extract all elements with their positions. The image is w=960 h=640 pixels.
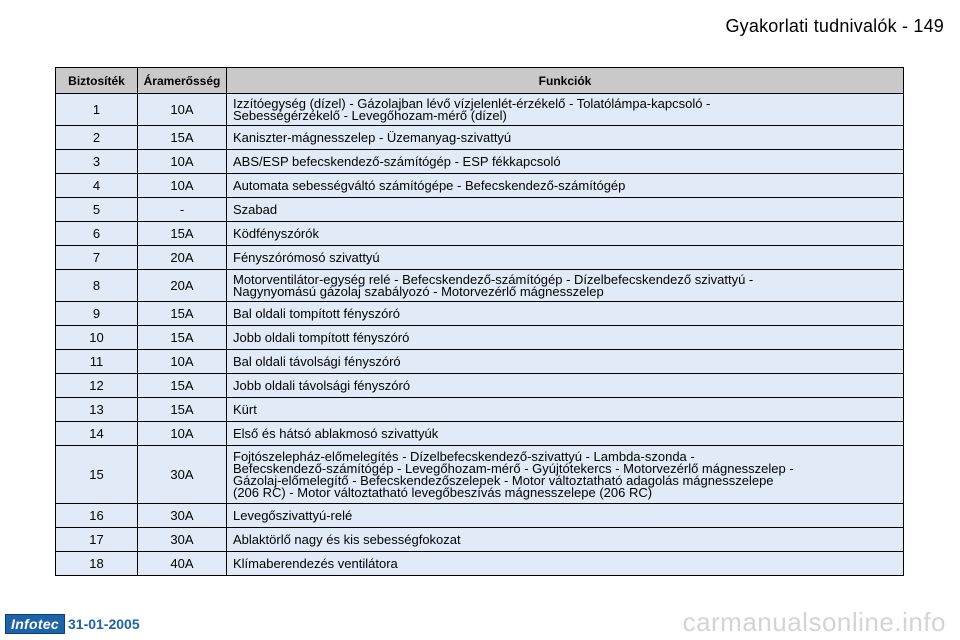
page-title: Gyakorlati tudnivalók - 149 — [725, 16, 944, 36]
functions-cell — [227, 504, 904, 528]
table-header-row — [56, 68, 904, 94]
functions-cell — [227, 422, 904, 446]
brand-logo: Infotec — [5, 614, 65, 634]
column-header-amperage: Áramerősség — [138, 68, 227, 94]
amperage-cell: 15A — [138, 222, 227, 246]
table-row — [56, 552, 904, 576]
amperage-cell: 15A — [138, 398, 227, 422]
table-row — [56, 504, 904, 528]
function-line: Ködfényszórók — [233, 225, 319, 241]
functions-cell — [227, 350, 904, 374]
table-row — [56, 302, 904, 326]
functions-cell — [227, 552, 904, 576]
fuse-number-cell: 1 — [56, 94, 138, 126]
amperage-cell: 30A — [138, 446, 227, 504]
fuse-number-cell: 7 — [56, 246, 138, 270]
fuse-number-cell: 4 — [56, 174, 138, 198]
fuse-number-cell: 17 — [56, 528, 138, 552]
fuse-number-cell: 18 — [56, 552, 138, 576]
functions-cell — [227, 126, 904, 150]
table-row — [56, 198, 904, 222]
function-line: Első és hátsó ablakmosó szivattyúk — [233, 425, 439, 441]
fuse-number-cell: 5 — [56, 198, 138, 222]
function-line: Jobb oldali tompított fényszóró — [233, 329, 410, 345]
amperage-cell: 10A — [138, 94, 227, 126]
functions-cell — [227, 374, 904, 398]
amperage-cell: 10A — [138, 422, 227, 446]
fuse-number-cell: 6 — [56, 222, 138, 246]
functions-cell — [227, 222, 904, 246]
function-line: (206 RC) - Motor változtatható levegőbeszívás mágnesszelepe (206 RC) — [233, 484, 653, 500]
function-line: Bal oldali tompított fényszóró — [233, 305, 400, 321]
amperage-cell: 20A — [138, 270, 227, 302]
table-body — [56, 94, 904, 576]
functions-cell — [227, 150, 904, 174]
functions-cell — [227, 198, 904, 222]
publication-date: 31-01-2005 — [68, 616, 140, 632]
functions-cell — [227, 246, 904, 270]
fuse-number-cell: 8 — [56, 270, 138, 302]
functions-cell — [227, 398, 904, 422]
fuse-number-cell: 2 — [56, 126, 138, 150]
watermark: carmanualsonline.info — [682, 607, 946, 637]
functions-cell — [227, 94, 904, 126]
table-row — [56, 326, 904, 350]
function-line: Gázolaj-előmelegítő - Befecskendezőszelepek - Motor változtatható adagolás mágnesszelepe — [233, 472, 774, 488]
table-row — [56, 446, 904, 504]
functions-cell — [227, 302, 904, 326]
function-line: Jobb oldali távolsági fényszóró — [233, 377, 411, 393]
function-line: Befecskendező-számítógép - Levegőhozam-mérő - Gyújtótekercs - Motorvezérlő mágnesszelep - — [233, 460, 794, 476]
amperage-cell: 30A — [138, 528, 227, 552]
amperage-cell: 10A — [138, 150, 227, 174]
functions-cell — [227, 326, 904, 350]
table-row — [56, 174, 904, 198]
functions-cell — [227, 270, 904, 302]
fuse-table — [55, 67, 904, 576]
fuse-number-cell: 15 — [56, 446, 138, 504]
table-row — [56, 246, 904, 270]
footer — [5, 614, 140, 634]
function-line: Bal oldali távolsági fényszóró — [233, 353, 401, 369]
fuse-number-cell: 11 — [56, 350, 138, 374]
function-line: Automata sebességváltó számítógépe - Befecskendező-számítógép — [233, 177, 626, 193]
amperage-cell: 15A — [138, 126, 227, 150]
function-line: ABS/ESP befecskendező-számítógép - ESP fékkapcsoló — [233, 153, 561, 169]
fuse-number-cell: 9 — [56, 302, 138, 326]
fuse-number-cell: 16 — [56, 504, 138, 528]
fuse-number-cell: 10 — [56, 326, 138, 350]
function-line: Kaniszter-mágnesszelep - Üzemanyag-szivattyú — [233, 129, 512, 145]
table-row — [56, 422, 904, 446]
function-line: Sebességérzékelő - Levegőhozam-mérő (dízel) — [233, 107, 507, 123]
function-line: Fojtószelepház-előmelegítés - Dízelbefecskendező-szivattyú - Lambda-szonda - — [233, 448, 695, 464]
amperage-cell: - — [138, 198, 227, 222]
table-row — [56, 126, 904, 150]
amperage-cell: 20A — [138, 246, 227, 270]
table-row — [56, 270, 904, 302]
function-line: Izzítóegység (dízel) - Gázolajban lévő vízjelenlét-érzékelő - Tolatólámpa-kapcsoló - — [233, 95, 711, 111]
table-row — [56, 350, 904, 374]
fuse-number-cell: 13 — [56, 398, 138, 422]
amperage-cell: 40A — [138, 552, 227, 576]
table-row — [56, 94, 904, 126]
functions-cell — [227, 174, 904, 198]
table-row — [56, 374, 904, 398]
amperage-cell: 15A — [138, 302, 227, 326]
fuse-number-cell: 3 — [56, 150, 138, 174]
function-line: Szabad — [233, 201, 278, 217]
amperage-cell: 30A — [138, 504, 227, 528]
function-line: Levegőszivattyú-relé — [233, 507, 353, 523]
table-row — [56, 528, 904, 552]
table-row — [56, 398, 904, 422]
fuse-number-cell: 12 — [56, 374, 138, 398]
amperage-cell: 15A — [138, 374, 227, 398]
function-line: Klímaberendezés ventilátora — [233, 555, 398, 571]
table-row — [56, 150, 904, 174]
amperage-cell: 10A — [138, 350, 227, 374]
function-line: Motorventilátor-egység relé - Befecskendező-számítógép - Dízelbefecskendező szivattyú - — [233, 271, 754, 287]
functions-cell — [227, 528, 904, 552]
table-row — [56, 222, 904, 246]
function-line: Fényszórómosó szivattyú — [233, 249, 380, 265]
function-line: Nagynyomású gázolaj szabályozó - Motorvezérlő mágnesszelep — [233, 283, 604, 299]
functions-cell — [227, 446, 904, 504]
column-header-fuse: Biztosíték — [56, 68, 138, 94]
fuse-number-cell: 14 — [56, 422, 138, 446]
function-line: Ablaktörlő nagy és kis sebességfokozat — [233, 531, 461, 547]
amperage-cell: 10A — [138, 174, 227, 198]
amperage-cell: 15A — [138, 326, 227, 350]
column-header-functions: Funkciók — [227, 68, 904, 94]
function-line: Kürt — [233, 401, 257, 417]
